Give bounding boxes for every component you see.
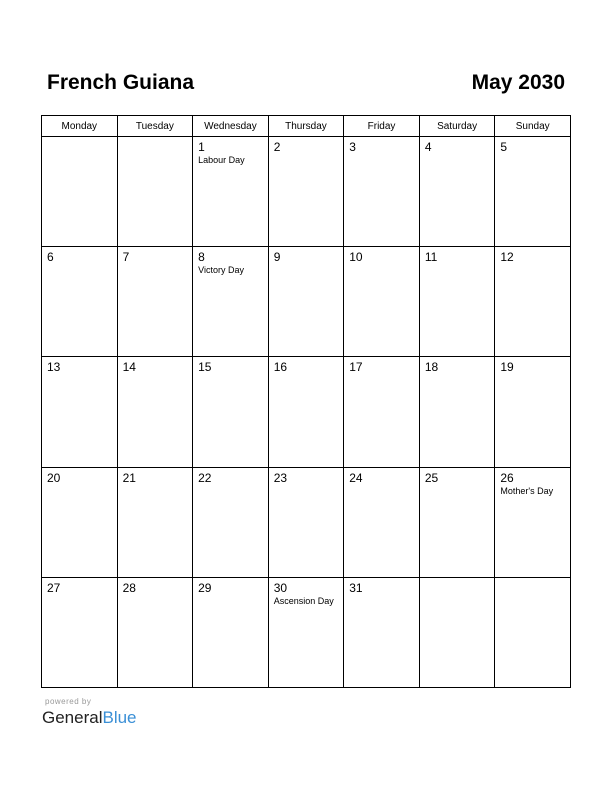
- day-cell: [268, 467, 344, 577]
- day-cell: [344, 577, 420, 687]
- day-cell: [419, 467, 495, 577]
- holiday-label: Victory Day: [198, 265, 244, 276]
- day-number: 2: [273, 140, 281, 154]
- weekday-header-row: [42, 116, 571, 137]
- day-number: 10: [349, 250, 363, 265]
- day-number: 4: [424, 140, 432, 154]
- day-number: 25: [424, 470, 439, 485]
- day-number: 30: [273, 580, 288, 595]
- day-cell: [117, 577, 193, 687]
- day-cell: [42, 137, 118, 247]
- brand-name-part2: Blue: [102, 708, 137, 727]
- weekday-header: Friday: [344, 116, 420, 137]
- week-row: [42, 577, 571, 687]
- day-cell: [268, 247, 344, 357]
- day-cell: [117, 357, 193, 467]
- holiday-label: Ascension Day: [273, 595, 334, 606]
- week-row: [42, 137, 571, 247]
- day-number: 12: [500, 250, 514, 265]
- weekday-header: Wednesday: [193, 116, 269, 137]
- day-cell: [344, 247, 420, 357]
- week-row: [42, 247, 571, 357]
- day-number: 26: [500, 470, 514, 485]
- day-number: 8: [198, 250, 205, 265]
- holiday-label: Mother's Day: [500, 485, 554, 496]
- day-cell: [193, 577, 269, 687]
- day-number: 17: [349, 360, 363, 375]
- day-number: 31: [349, 580, 363, 595]
- day-cell: [193, 467, 269, 577]
- day-number: 21: [122, 470, 136, 485]
- day-cell: [117, 247, 193, 357]
- day-number: 24: [349, 470, 363, 485]
- calendar-grid: [41, 115, 571, 688]
- weekday-header: Sunday: [495, 116, 571, 137]
- weekday-header: Thursday: [268, 116, 344, 137]
- day-number: 19: [500, 360, 514, 375]
- day-number: 22: [198, 470, 212, 485]
- day-number: 5: [500, 140, 508, 154]
- week-row: [42, 357, 571, 467]
- day-cell: [42, 357, 118, 467]
- brand-name-part1: General: [42, 708, 103, 727]
- country-title: French Guiana: [47, 71, 195, 94]
- day-number: 1: [198, 140, 205, 154]
- day-cell: [117, 137, 193, 247]
- powered-by-text: powered by: [45, 697, 92, 706]
- day-cell: [193, 357, 269, 467]
- day-number: 7: [122, 250, 130, 265]
- day-number: 29: [198, 580, 212, 595]
- day-cell: [344, 467, 420, 577]
- holiday-label: Labour Day: [198, 155, 245, 165]
- brand-logo[interactable]: [42, 708, 137, 728]
- day-number: 9: [273, 250, 281, 265]
- weekday-header: Tuesday: [117, 116, 193, 137]
- weekday-header: Monday: [42, 116, 118, 137]
- day-number: 3: [349, 140, 356, 154]
- day-cell: [495, 577, 571, 687]
- day-cell: [419, 137, 495, 247]
- day-cell: [268, 137, 344, 247]
- day-number: 27: [47, 580, 61, 595]
- day-number: 20: [47, 470, 61, 485]
- day-cell: [268, 357, 344, 467]
- day-number: 23: [273, 470, 288, 485]
- day-cell: [117, 467, 193, 577]
- month-year-title: May 2030: [471, 71, 565, 94]
- day-number: 28: [122, 580, 136, 595]
- day-cell: [419, 247, 495, 357]
- day-number: 16: [273, 360, 288, 375]
- day-cell: [495, 137, 571, 247]
- day-cell: [42, 577, 118, 687]
- day-cell: [419, 577, 495, 687]
- day-cell: [495, 357, 571, 467]
- day-cell: [495, 467, 571, 577]
- day-cell: [344, 137, 420, 247]
- day-cell: [495, 247, 571, 357]
- week-row: [42, 467, 571, 577]
- day-number: 15: [198, 360, 212, 375]
- day-cell: [344, 357, 420, 467]
- day-cell: [193, 247, 269, 357]
- day-cell: [42, 467, 118, 577]
- day-cell: [193, 137, 269, 247]
- day-number: 13: [47, 360, 61, 375]
- day-cell: [419, 357, 495, 467]
- day-number: 6: [47, 250, 54, 265]
- day-cell: [268, 577, 344, 687]
- weekday-header: Saturday: [419, 116, 495, 137]
- day-number: 11: [424, 250, 438, 265]
- day-number: 18: [424, 360, 439, 375]
- day-cell: [42, 247, 118, 357]
- day-number: 14: [122, 360, 136, 375]
